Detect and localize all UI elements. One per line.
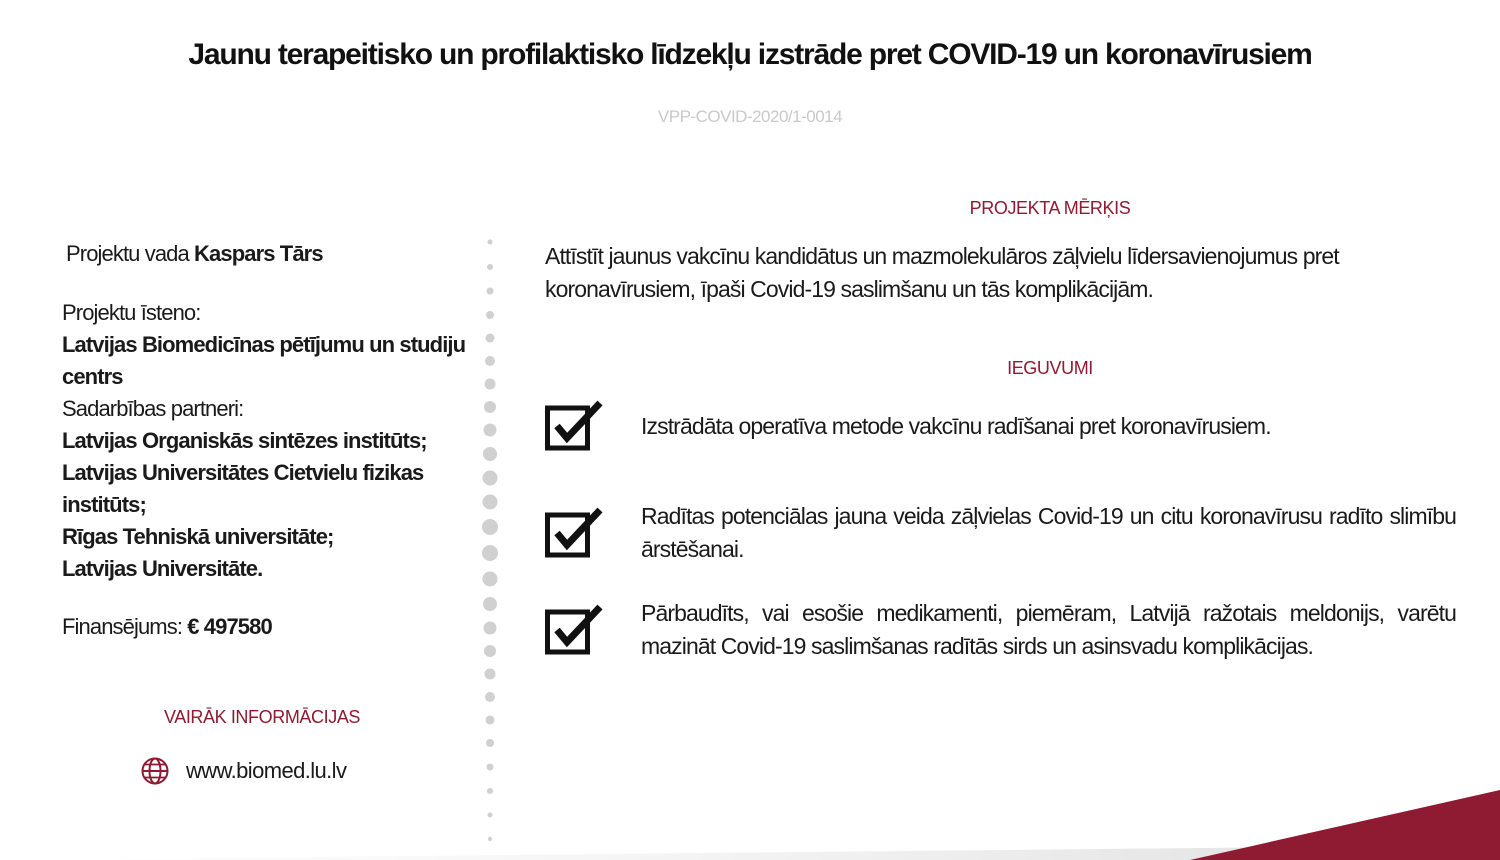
partner-item: Latvijas Universitāte.	[62, 556, 263, 581]
goal-heading: PROJEKTA MĒRĶIS	[969, 198, 1131, 218]
page-title: Jaunu terapeitisko un profilaktisko līdzekļu izstrāde pret COVID-19 un koronavīrusiem	[188, 38, 1312, 71]
funding-value: € 497580	[187, 614, 272, 639]
dotted-divider	[478, 232, 502, 860]
checkbox-checked-icon	[545, 400, 605, 452]
checkbox-checked-icon	[545, 604, 605, 656]
benefit-text: Radītas potenciālas jauna veida zāļvielas Covid-19 un citu koronavīrusu radīto slimību ārstēšanai.	[641, 503, 1456, 562]
corner-accent-shape	[0, 790, 1500, 860]
implementer-name: Latvijas Biomedicīnas pētījumu un studiju centrs	[62, 332, 466, 389]
website-url[interactable]: www.biomed.lu.lv	[186, 758, 347, 783]
benefits-heading: IEGUVUMI	[1007, 358, 1093, 378]
project-code: VPP-COVID-2020/1-0014	[657, 107, 843, 126]
more-info-heading: VAIRĀK INFORMĀCIJAS	[163, 707, 361, 727]
leader-label: Projektu vada	[66, 241, 195, 266]
benefit-text: Izstrādāta operatīva metode vakcīnu radīšanai pret koronavīrusiem.	[641, 412, 1271, 439]
benefit-item	[545, 597, 1460, 663]
leader-name: Kaspars Tārs	[194, 241, 323, 266]
funding	[62, 614, 272, 640]
benefit-text: Pārbaudīts, vai esošie medikamenti, piemēram, Latvijā ražotais meldonijs, varētu mazināt Covid-19 saslimšanas radītās sirds un asinsvadu komplikācijas.	[641, 600, 1456, 659]
goal-text: Attīstīt jaunus vakcīnu kandidātus un mazmolekulāros zāļvielu līdersavienojumus pret koronavīrusiem, īpaši Covid-19 saslimšanu un tās komplikācijām.	[545, 243, 1339, 302]
partners-label: Sadarbības partneri:	[62, 396, 244, 421]
website-link[interactable]	[140, 756, 346, 786]
project-leader	[66, 241, 323, 267]
funding-label: Finansējums:	[62, 614, 188, 639]
implementer-label: Projektu īsteno:	[62, 300, 201, 325]
checkbox-checked-icon	[545, 507, 605, 559]
implementers-block	[62, 297, 482, 585]
benefit-item	[545, 400, 1460, 452]
benefit-item	[545, 500, 1460, 566]
partner-item: Latvijas Organiskās sintēzes institūts;	[62, 428, 427, 453]
partner-item: Latvijas Universitātes Cietvielu fizikas institūts;	[62, 460, 424, 517]
partner-item: Rīgas Tehniskā universitāte;	[62, 524, 334, 549]
globe-icon	[140, 756, 170, 786]
